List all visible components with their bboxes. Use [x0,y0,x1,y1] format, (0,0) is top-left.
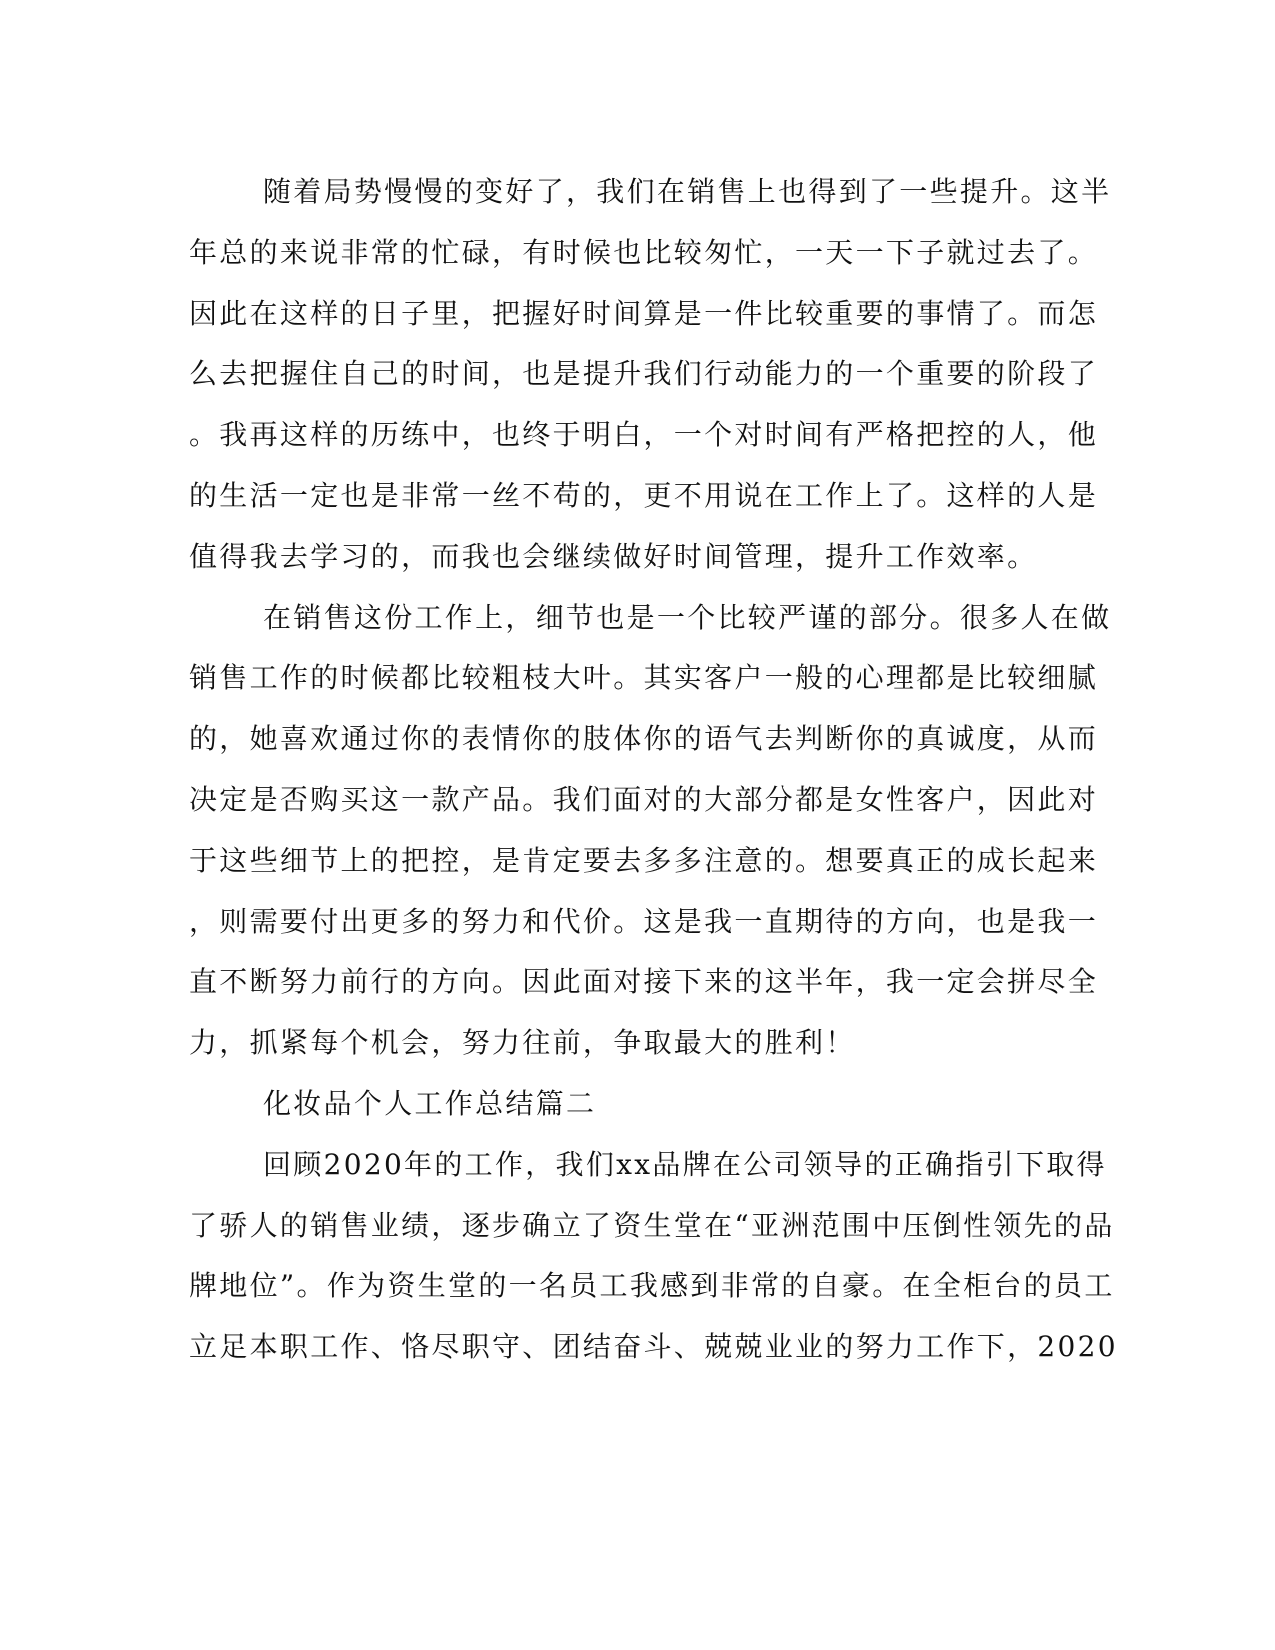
paragraph-line: 的，她喜欢通过你的表情你的肢体你的语气去判断你的真诚度，从而 [189,722,1099,756]
paragraph-line: 直不断努力前行的方向。因此面对接下来的这半年，我一定会拼尽全 [189,965,1099,999]
paragraph-line: 么去把握住自己的时间，也是提升我们行动能力的一个重要的阶段了 [189,357,1099,391]
paragraph-line: 值得我去学习的，而我也会继续做好时间管理，提升工作效率。 [189,539,1038,573]
paragraph-line: 牌地位”。作为资生堂的一名员工我感到非常的自豪。在全柜台的员工 [189,1269,1115,1303]
paragraph-line: ，则需要付出更多的努力和代价。这是我一直期待的方向，也是我一 [189,904,1099,938]
paragraph-line: 。我再这样的历练中，也终于明白，一个对时间有严格把控的人，他 [189,418,1099,452]
section-heading: 化妆品个人工作总结篇二 [263,1086,597,1120]
paragraph-line: 力，抓紧每个机会，努力往前，争取最大的胜利！ [189,1026,856,1060]
paragraph-line: 因此在这样的日子里，把握好时间算是一件比较重要的事情了。而怎 [189,296,1099,330]
paragraph-line: 于这些细节上的把控，是肯定要去多多注意的。想要真正的成长起来 [189,843,1099,877]
paragraph-line: 年总的来说非常的忙碌，有时候也比较匆忙，一天一下子就过去了。 [189,235,1099,269]
paragraph-line: 立足本职工作、恪尽职守、团结奋斗、兢兢业业的努力工作下，2020 [189,1330,1118,1364]
document-body [189,162,1118,1378]
paragraph-line: 随着局势慢慢的变好了，我们在销售上也得到了一些提升。这半 [263,175,1112,208]
paragraph-line: 的生活一定也是非常一丝不苟的，更不用说在工作上了。这样的人是 [189,478,1099,512]
paragraph-line: 了骄人的销售业绩，逐步确立了资生堂在“亚洲范围中压倒性领先的品 [189,1208,1115,1242]
paragraph-line: 回顾2020年的工作，我们xx品牌在公司领导的正确指引下取得 [263,1147,1107,1181]
paragraph-line: 在销售这份工作上，细节也是一个比较严谨的部分。很多人在做 [263,600,1112,634]
paragraph-line: 决定是否购买这一款产品。我们面对的大部分都是女性客户，因此对 [189,782,1099,816]
paragraph-line: 销售工作的时候都比较粗枝大叶。其实客户一般的心理都是比较细腻 [189,661,1099,695]
